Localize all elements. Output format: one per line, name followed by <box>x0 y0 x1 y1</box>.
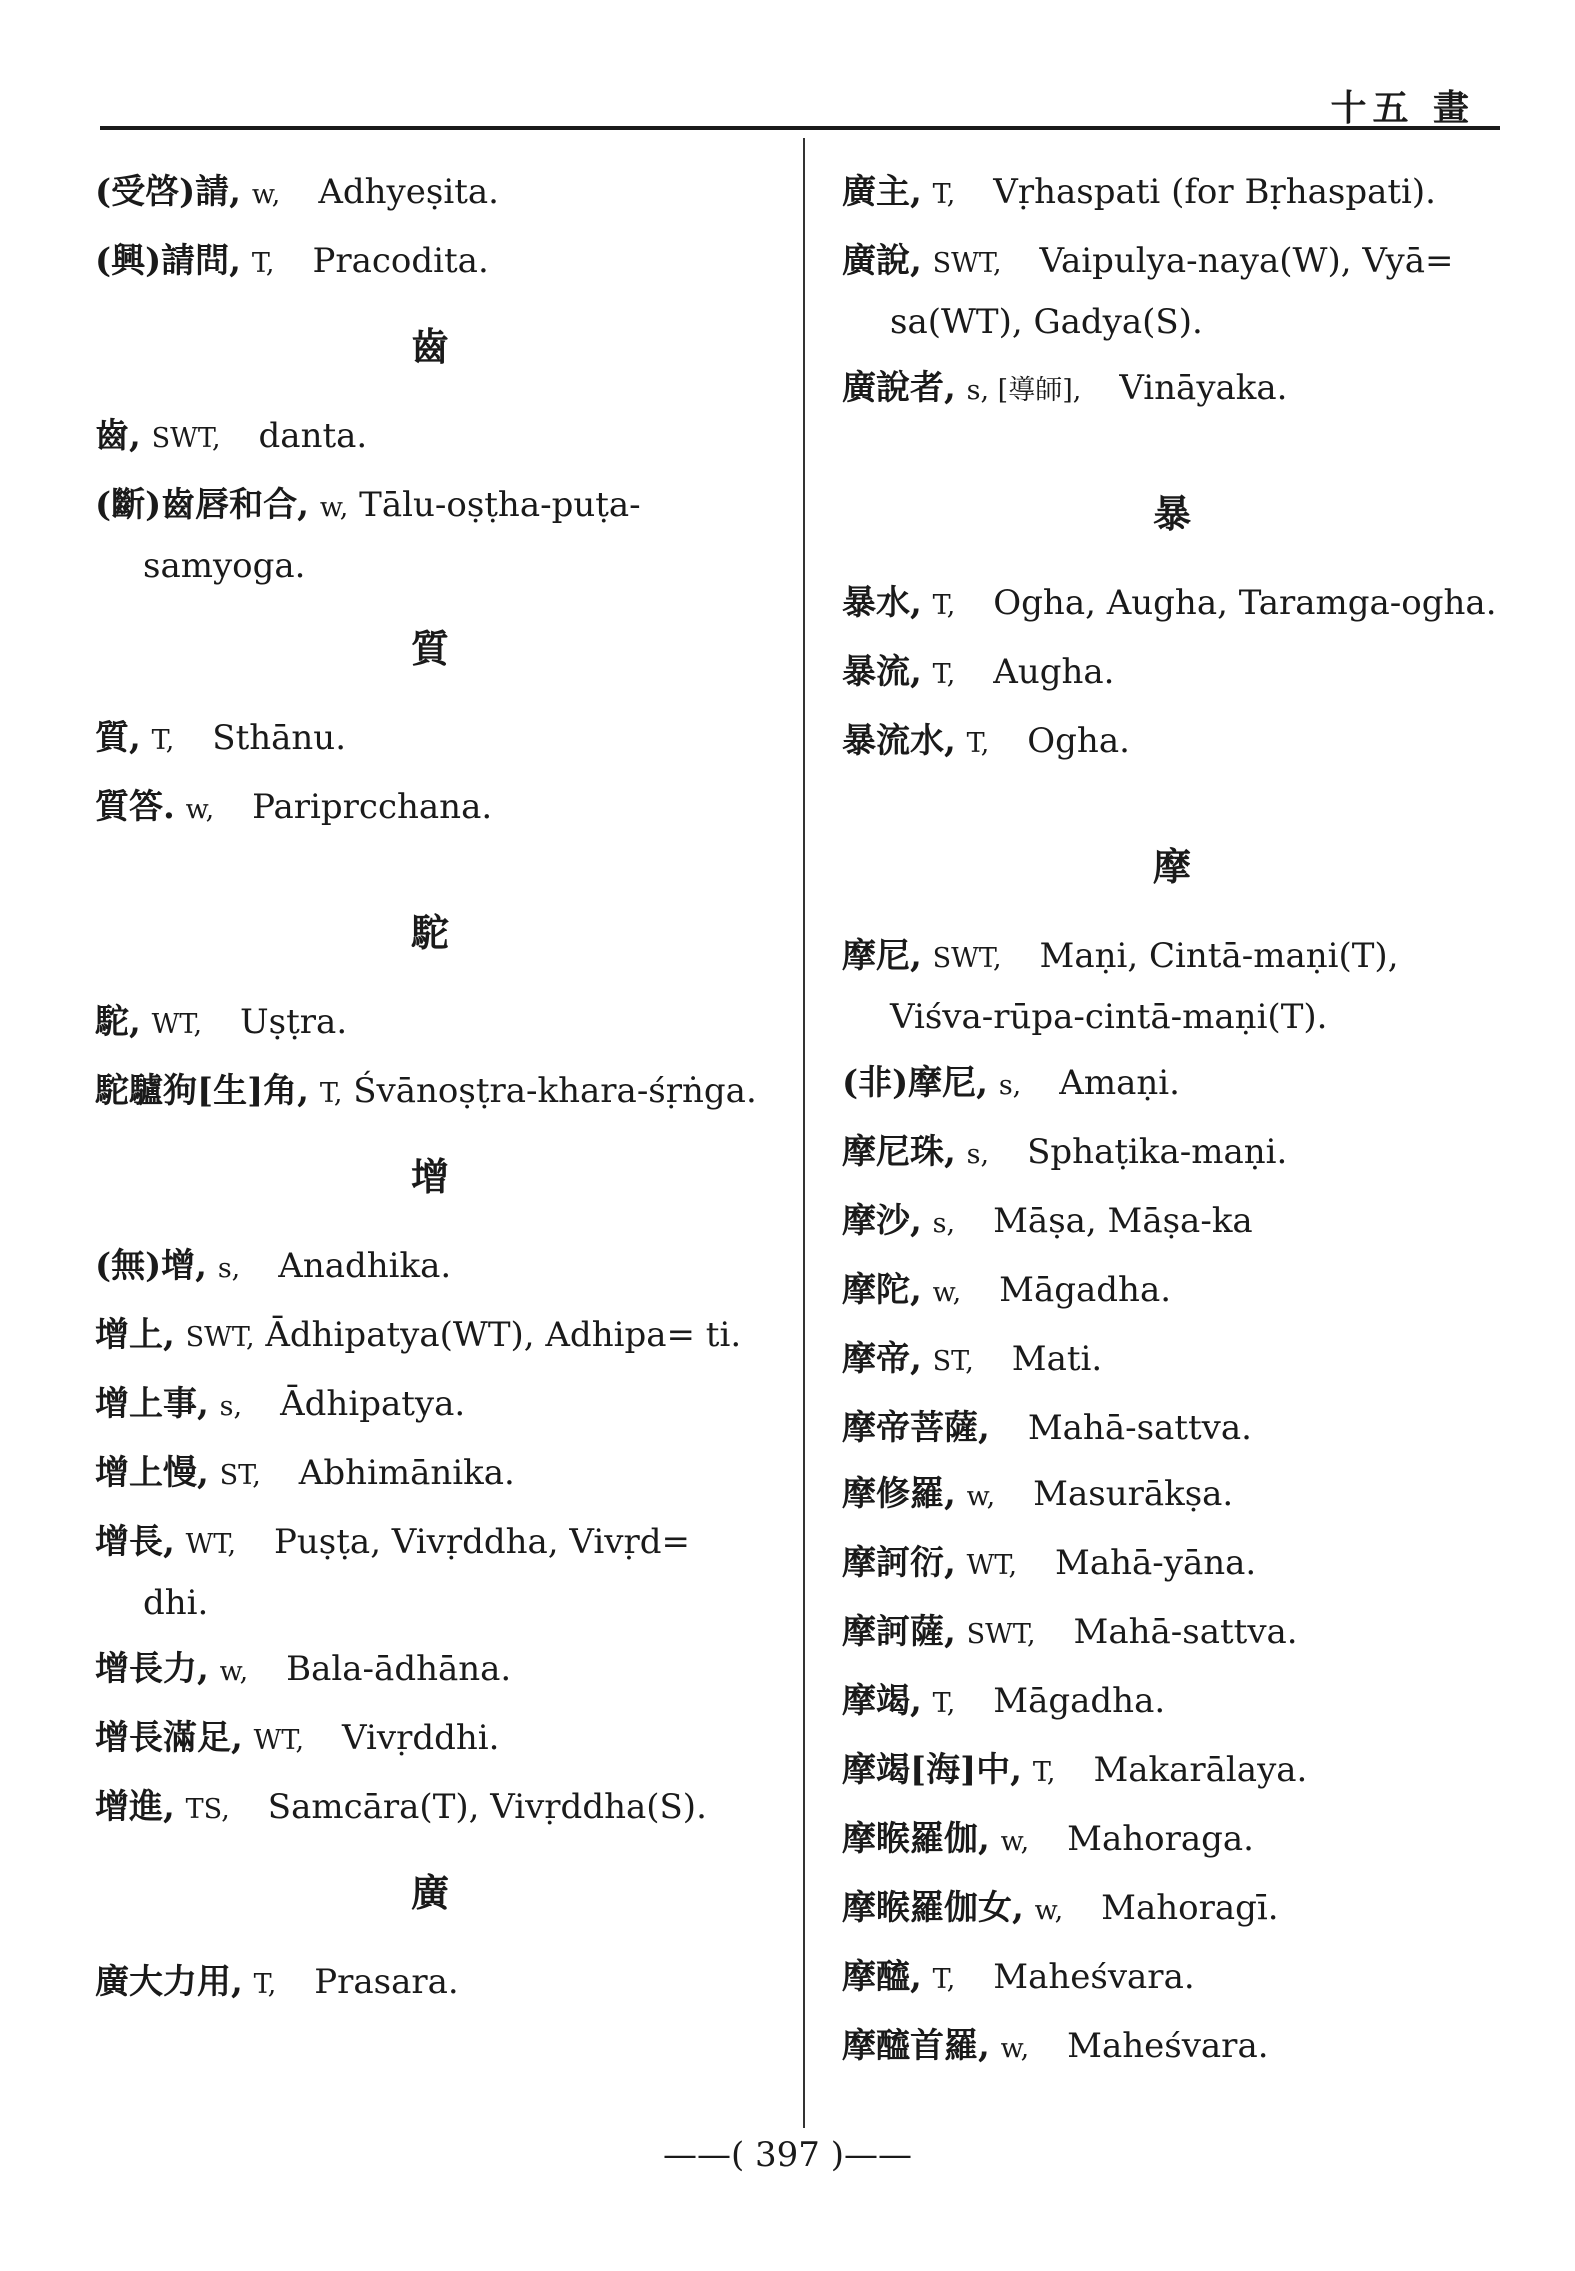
page-number: ——( 397 )—— <box>662 2135 913 2175</box>
source-code: ST, <box>932 1346 974 1377</box>
dictionary-entry <box>95 163 765 224</box>
headword: 質答. <box>95 787 175 827</box>
headword: 廣說, <box>842 241 922 281</box>
dictionary-entry <box>95 1778 765 1839</box>
sanskrit-term: Samcāra(T), Vivṛddha(S). <box>267 1787 707 1827</box>
sanskrit-term: Māṣa, Māṣa-ka <box>993 1201 1253 1241</box>
headword: 駝, <box>95 1002 141 1042</box>
source-code: T, <box>151 725 175 756</box>
headword: (興)請問, <box>95 241 242 281</box>
sanskrit-term: Maheśvara. <box>993 1957 1195 1997</box>
dictionary-entry <box>95 778 765 839</box>
dictionary-entry <box>842 1534 1502 1595</box>
dictionary-entry <box>842 1948 1502 2009</box>
source-code: s, <box>998 1070 1022 1101</box>
section-header: 十五 畫 <box>1330 87 1475 129</box>
dictionary-entry <box>95 1953 765 2014</box>
headword: (斷)齒唇和合, <box>95 485 310 525</box>
sanskrit-term: Mahā-sattva. <box>1073 1612 1298 1652</box>
headword: (無)增, <box>95 1246 208 1286</box>
headword: (非)摩尼, <box>842 1063 989 1103</box>
sanskrit-term: Sphaṭika-maṇi. <box>1027 1132 1288 1172</box>
sanskrit-term: Māgadha. <box>999 1270 1172 1310</box>
source-code: WT, <box>966 1550 1018 1581</box>
headword: 摩沙, <box>842 1201 922 1241</box>
sanskrit-term: Anadhika. <box>278 1246 452 1286</box>
headword: 摩醯, <box>842 1957 922 1997</box>
sanskrit-term: Bala-ādhāna. <box>286 1649 512 1689</box>
source-code: w, <box>1000 1826 1030 1857</box>
headword: 增進, <box>95 1787 175 1827</box>
headword: 質, <box>95 718 141 758</box>
sanskrit-term: Ādhipatya. <box>280 1384 466 1424</box>
headword: 增上, <box>95 1315 175 1355</box>
dictionary-entry <box>95 1444 765 1505</box>
source-code: TS, <box>185 1794 230 1825</box>
sanskrit-term: Mahoraga. <box>1067 1819 1254 1859</box>
source-code: w, <box>319 492 349 523</box>
radical-heading: 駝 <box>410 910 449 955</box>
source-code: WT, <box>151 1009 203 1040</box>
dictionary-entry <box>95 1513 765 1632</box>
sanskrit-term: Śvānoṣṭra-khara-śṛṅga. <box>353 1071 757 1111</box>
sanskrit-term: Pariprcchana. <box>252 787 493 827</box>
sanskrit-term: Vṛhaspati (for Bṛhaspati). <box>993 172 1436 212</box>
dictionary-entry <box>842 163 1502 224</box>
dictionary-entry <box>842 2017 1502 2078</box>
dictionary-entry <box>842 232 1502 351</box>
headword: 暴水, <box>842 583 922 623</box>
headword: 摩醯首羅, <box>842 2026 990 2066</box>
left-column <box>95 163 765 2022</box>
source-code: SWT, <box>966 1619 1036 1650</box>
source-code: SWT, <box>185 1322 255 1353</box>
sanskrit-term: Mati. <box>1011 1339 1103 1379</box>
source-code: w, <box>1034 1895 1064 1926</box>
source-code: w, <box>932 1277 962 1308</box>
sanskrit-term: Vināyaka. <box>1119 368 1288 408</box>
dictionary-entry <box>842 1810 1502 1871</box>
headword: 摩修羅, <box>842 1474 956 1514</box>
sanskrit-term: Vivṛddhi. <box>342 1718 500 1758</box>
headword: 摩竭[海]中, <box>842 1750 1023 1790</box>
headword: 摩竭, <box>842 1681 922 1721</box>
sanskrit-term: Ogha, Augha, Taramga-ogha. <box>993 583 1497 623</box>
source-code: T, <box>932 1688 956 1719</box>
sanskrit-term: Masurākṣa. <box>1033 1474 1234 1514</box>
dictionary-entry <box>95 1709 765 1770</box>
dictionary-entry <box>842 1603 1502 1664</box>
headword: 增上慢, <box>95 1453 209 1493</box>
dictionary-entry <box>842 1672 1502 1733</box>
sanskrit-term: Pracodita. <box>312 241 489 281</box>
dictionary-entry <box>842 1465 1502 1526</box>
headword: 摩訶衍, <box>842 1543 956 1583</box>
dictionary-entry <box>95 476 765 595</box>
source-code: w, <box>1000 2033 1030 2064</box>
headword: 齒, <box>95 416 141 456</box>
source-code: T, <box>251 248 275 279</box>
dictionary-entry <box>842 1054 1502 1115</box>
headword: 廣說者, <box>842 368 956 408</box>
source-code: SWT, <box>932 248 1002 279</box>
headword: 摩訶薩, <box>842 1612 956 1652</box>
sanskrit-term: Augha. <box>993 652 1115 692</box>
dictionary-entry <box>95 1640 765 1701</box>
headword: 摩帝菩薩, <box>842 1408 990 1448</box>
dictionary-entry <box>95 1062 765 1123</box>
dictionary-entry <box>842 1261 1502 1322</box>
source-code: SWT, <box>151 423 221 454</box>
source-code: s, <box>932 1208 956 1239</box>
headword: 增上事, <box>95 1384 209 1424</box>
dictionary-entry <box>842 359 1502 420</box>
sanskrit-term: Mahā-yāna. <box>1055 1543 1257 1583</box>
source-code: w, <box>219 1656 249 1687</box>
source-code: T, <box>932 1964 956 1995</box>
sanskrit-term: Mahā-sattva. <box>1027 1408 1252 1448</box>
sanskrit-term: Mahoragī. <box>1101 1888 1279 1928</box>
headword: 增長滿足, <box>95 1718 243 1758</box>
headword: 摩陀, <box>842 1270 922 1310</box>
dictionary-entry <box>842 1399 1502 1457</box>
sanskrit-term: Uṣṭra. <box>240 1002 348 1042</box>
headword: 增長, <box>95 1522 175 1562</box>
sanskrit-term: Māgadha. <box>993 1681 1166 1721</box>
radical-heading: 摩 <box>1152 844 1191 889</box>
source-code: T, <box>966 728 990 759</box>
source-code: w, <box>251 179 281 210</box>
dictionary-entry <box>842 1123 1502 1184</box>
radical-heading: 齒 <box>410 324 449 369</box>
dictionary-entry <box>95 407 765 468</box>
headword: 摩睺羅伽, <box>842 1819 990 1859</box>
dictionary-entry <box>95 1237 765 1298</box>
sanskrit-term: Makarālaya. <box>1093 1750 1308 1790</box>
dictionary-entry <box>842 927 1502 1046</box>
headword: 摩帝, <box>842 1339 922 1379</box>
radical-heading: 廣 <box>410 1870 449 1915</box>
source-code: T, <box>932 179 956 210</box>
radical-heading: 暴 <box>1152 491 1191 536</box>
radical-heading: 增 <box>410 1154 449 1199</box>
headword: 摩睺羅伽女, <box>842 1888 1024 1928</box>
source-code: s, <box>966 1139 990 1170</box>
dictionary-entry <box>95 993 765 1054</box>
source-code: WT, <box>253 1725 305 1756</box>
sanskrit-term: Ādhipatya(WT), Adhipa= ti. <box>265 1315 742 1355</box>
source-code: WT, <box>185 1529 237 1560</box>
headword: 廣大力用, <box>95 1962 243 2002</box>
sanskrit-term: Abhimānika. <box>298 1453 515 1493</box>
source-code: SWT, <box>932 943 1002 974</box>
sanskrit-term: Vaipulya-naya(W), Vyā= sa(WT), Gadya(S). <box>890 241 1454 342</box>
source-code: w, <box>185 794 215 825</box>
headword: 摩尼珠, <box>842 1132 956 1172</box>
headword: 暴流水, <box>842 721 956 761</box>
headword: 摩尼, <box>842 936 922 976</box>
dictionary-entry <box>842 1741 1502 1802</box>
sanskrit-term: Prasara. <box>314 1962 459 2002</box>
headword: 增長力, <box>95 1649 209 1689</box>
source-code: T, <box>932 590 956 621</box>
sanskrit-term: Puṣṭa, Vivṛddha, Vivṛd= dhi. <box>143 1522 690 1623</box>
dictionary-entry <box>842 1192 1502 1253</box>
sanskrit-term: Adhyeṣita. <box>318 172 499 212</box>
source-code: ST, <box>219 1460 261 1491</box>
dictionary-entry <box>95 1306 765 1367</box>
sanskrit-term: danta. <box>258 416 368 456</box>
dictionary-entry <box>842 1330 1502 1391</box>
headword: (受啓)請, <box>95 172 242 212</box>
sanskrit-term: Tālu-oṣṭha-puṭa-samyoga. <box>143 485 641 586</box>
source-code: T, <box>319 1078 343 1109</box>
source-code: s, <box>219 1391 243 1422</box>
source-code: T, <box>1032 1757 1056 1788</box>
sanskrit-term: Ogha. <box>1027 721 1130 761</box>
source-code: s, <box>217 1253 241 1284</box>
sanskrit-term: Amaṇi. <box>1059 1063 1180 1103</box>
source-code: T, <box>932 659 956 690</box>
dictionary-entry <box>95 1375 765 1436</box>
dictionary-entry <box>842 574 1502 635</box>
column-divider <box>803 138 805 2128</box>
sanskrit-term: Maṇi, Cintā-maṇi(T), Viśva-rūpa-cintā-maṇi(T). <box>890 936 1399 1037</box>
source-code: T, <box>253 1969 277 2000</box>
radical-heading: 質 <box>410 626 449 671</box>
top-rule <box>100 126 1500 130</box>
dictionary-entry <box>95 232 765 293</box>
dictionary-entry <box>842 643 1502 704</box>
headword: 駝驢狗[生]角, <box>95 1071 310 1111</box>
sanskrit-term: Sthānu. <box>212 718 347 758</box>
source-code: s, [導師], <box>966 375 1082 406</box>
dictionary-entry <box>842 712 1502 773</box>
sanskrit-term: Maheśvara. <box>1067 2026 1269 2066</box>
right-column <box>842 163 1502 2086</box>
headword: 廣主, <box>842 172 922 212</box>
dictionary-entry <box>95 709 765 770</box>
source-code: w, <box>966 1481 996 1512</box>
dictionary-entry <box>842 1879 1502 1940</box>
headword: 暴流, <box>842 652 922 692</box>
